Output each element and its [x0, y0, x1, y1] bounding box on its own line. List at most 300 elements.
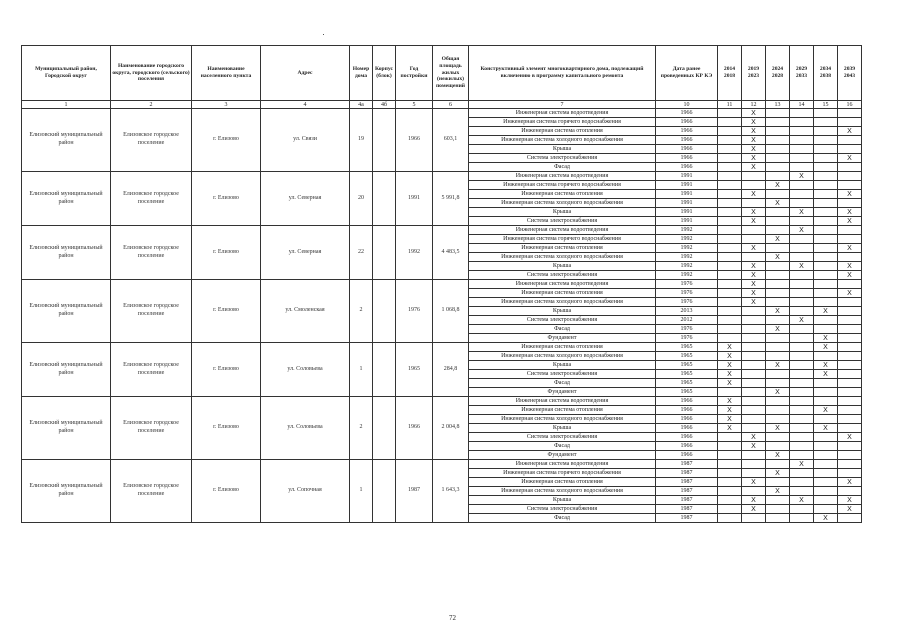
address-cell: ул. Связи — [261, 109, 350, 172]
period-mark-cell — [742, 388, 766, 397]
period-mark-cell — [790, 307, 814, 316]
period-mark-cell: X — [718, 415, 742, 424]
period-mark-cell — [790, 127, 814, 136]
period-mark-cell — [718, 514, 742, 523]
period-mark-cell: X — [790, 262, 814, 271]
period-mark-cell: X — [814, 370, 838, 379]
header-period-2039: 2039 2043 — [838, 46, 862, 101]
period-mark-cell — [718, 505, 742, 514]
header-address: Адрес — [261, 46, 350, 101]
period-mark-cell — [838, 298, 862, 307]
period-mark-cell — [790, 352, 814, 361]
period-mark-cell: X — [742, 145, 766, 154]
period-mark-cell — [838, 109, 862, 118]
period-mark-cell — [790, 145, 814, 154]
period-mark-cell: X — [838, 190, 862, 199]
column-number: 15 — [814, 101, 838, 109]
period-mark-cell — [814, 325, 838, 334]
header-korpus: Корпус (блок) — [373, 46, 396, 101]
header-period-2024: 2024 2028 — [766, 46, 790, 101]
prior-repair-date-cell: 1965 — [656, 370, 718, 379]
prior-repair-date-cell: 1966 — [656, 442, 718, 451]
prior-repair-date-cell: 1991 — [656, 172, 718, 181]
period-mark-cell — [742, 451, 766, 460]
period-mark-cell: X — [742, 496, 766, 505]
component-name-cell: Крыша — [469, 145, 656, 154]
period-mark-cell — [838, 253, 862, 262]
period-mark-cell — [742, 352, 766, 361]
period-mark-cell — [718, 307, 742, 316]
address-cell: ул. Соловьева — [261, 343, 350, 397]
component-name-cell: Инженерная система горячего водоснабжения — [469, 118, 656, 127]
period-mark-cell — [838, 145, 862, 154]
period-mark-cell — [814, 127, 838, 136]
period-mark-cell — [814, 190, 838, 199]
prior-repair-date-cell: 1965 — [656, 388, 718, 397]
period-mark-cell — [838, 334, 862, 343]
component-name-cell: Инженерная система водоотведения — [469, 109, 656, 118]
period-mark-cell — [742, 316, 766, 325]
period-mark-cell — [742, 172, 766, 181]
column-number: 16 — [838, 101, 862, 109]
period-mark-cell — [742, 379, 766, 388]
column-number: 12 — [742, 101, 766, 109]
period-mark-cell — [718, 433, 742, 442]
prior-repair-date-cell: 1991 — [656, 217, 718, 226]
prior-repair-date-cell: 1966 — [656, 145, 718, 154]
period-mark-cell — [838, 424, 862, 433]
period-mark-cell — [838, 370, 862, 379]
column-number: 4 — [261, 101, 350, 109]
header-component: Конструктивный элемент многоквартирного дома, подлежащий включению в программу капитального ремонта — [469, 46, 656, 101]
period-mark-cell — [790, 163, 814, 172]
prior-repair-date-cell: 1966 — [656, 109, 718, 118]
period-mark-cell — [790, 271, 814, 280]
period-mark-cell — [718, 262, 742, 271]
period-mark-cell — [814, 163, 838, 172]
period-mark-cell — [766, 289, 790, 298]
period-mark-cell — [838, 469, 862, 478]
period-mark-cell — [790, 379, 814, 388]
table-body — [22, 109, 862, 523]
period-mark-cell — [742, 307, 766, 316]
prior-repair-date-cell: 1992 — [656, 226, 718, 235]
period-mark-cell — [766, 505, 790, 514]
component-name-cell: Крыша — [469, 208, 656, 217]
period-mark-cell: X — [742, 262, 766, 271]
period-mark-cell — [718, 280, 742, 289]
period-mark-cell — [814, 397, 838, 406]
period-mark-cell — [838, 343, 862, 352]
address-cell: ул. Соловьева — [261, 397, 350, 460]
prior-repair-date-cell: 1976 — [656, 280, 718, 289]
period-mark-cell — [790, 244, 814, 253]
period-mark-cell: X — [814, 424, 838, 433]
component-name-cell: Инженерная система горячего водоснабжения — [469, 469, 656, 478]
column-number: 11 — [718, 101, 742, 109]
area-cell: 2 004,8 — [433, 397, 469, 460]
period-mark-cell: X — [790, 316, 814, 325]
period-mark-cell: X — [742, 244, 766, 253]
period-mark-cell — [718, 208, 742, 217]
period-mark-cell — [766, 478, 790, 487]
period-mark-cell — [790, 469, 814, 478]
period-mark-cell: X — [718, 406, 742, 415]
prior-repair-date-cell: 1966 — [656, 163, 718, 172]
build-year-cell: 1987 — [396, 460, 433, 523]
prior-repair-date-cell: 1966 — [656, 136, 718, 145]
prior-repair-date-cell: 1966 — [656, 127, 718, 136]
period-mark-cell: X — [718, 370, 742, 379]
period-mark-cell — [838, 379, 862, 388]
house-number-cell: 2 — [350, 280, 373, 343]
prior-repair-date-cell: 1987 — [656, 460, 718, 469]
period-mark-cell: X — [790, 226, 814, 235]
period-mark-cell — [790, 253, 814, 262]
period-mark-cell — [742, 514, 766, 523]
period-mark-cell — [838, 460, 862, 469]
locality-cell: г. Елизово — [192, 172, 261, 226]
period-mark-cell: X — [718, 361, 742, 370]
period-mark-cell — [814, 478, 838, 487]
period-mark-cell — [838, 415, 862, 424]
period-mark-cell — [790, 334, 814, 343]
locality-cell: г. Елизово — [192, 109, 261, 172]
page-number: 72 — [449, 614, 456, 622]
period-mark-cell: X — [766, 469, 790, 478]
component-name-cell: Инженерная система холодного водоснабжения — [469, 298, 656, 307]
period-mark-cell: X — [838, 244, 862, 253]
district-cell: Елизовский муниципальный район — [22, 460, 111, 523]
period-mark-cell — [790, 136, 814, 145]
period-mark-cell — [814, 118, 838, 127]
period-mark-cell — [814, 433, 838, 442]
prior-repair-date-cell: 1987 — [656, 478, 718, 487]
period-mark-cell — [838, 136, 862, 145]
period-mark-cell — [718, 118, 742, 127]
period-mark-cell — [742, 370, 766, 379]
settlement-cell: Елизовское городское поселение — [111, 397, 192, 460]
period-mark-cell — [790, 433, 814, 442]
period-mark-cell — [742, 397, 766, 406]
component-name-cell: Крыша — [469, 262, 656, 271]
period-mark-cell — [838, 361, 862, 370]
period-mark-cell — [742, 469, 766, 478]
period-mark-cell — [718, 478, 742, 487]
header-district: Муниципальный район, Городской округ — [22, 46, 111, 101]
period-mark-cell — [718, 442, 742, 451]
prior-repair-date-cell: 1991 — [656, 199, 718, 208]
korpus-cell — [373, 172, 396, 226]
period-mark-cell — [766, 271, 790, 280]
period-mark-cell — [790, 154, 814, 163]
period-mark-cell — [838, 172, 862, 181]
period-mark-cell: X — [742, 298, 766, 307]
period-mark-cell: X — [742, 190, 766, 199]
prior-repair-date-cell: 1992 — [656, 253, 718, 262]
component-name-cell: Инженерная система холодного водоснабжения — [469, 487, 656, 496]
period-mark-cell: X — [766, 451, 790, 460]
header-locality: Наименование населенного пункта — [192, 46, 261, 101]
period-mark-cell — [814, 316, 838, 325]
period-mark-cell — [814, 208, 838, 217]
period-mark-cell — [838, 307, 862, 316]
period-mark-cell: X — [766, 181, 790, 190]
period-mark-cell — [814, 262, 838, 271]
district-cell: Елизовский муниципальный район — [22, 172, 111, 226]
component-name-cell: Система электроснабжения — [469, 433, 656, 442]
period-mark-cell: X — [742, 163, 766, 172]
component-name-cell: Система электроснабжения — [469, 271, 656, 280]
period-mark-cell: X — [814, 307, 838, 316]
period-mark-cell: X — [814, 361, 838, 370]
house-number-cell: 1 — [350, 460, 373, 523]
column-number: 4а — [350, 101, 373, 109]
period-mark-cell — [718, 172, 742, 181]
period-mark-cell — [766, 109, 790, 118]
component-name-cell: Крыша — [469, 361, 656, 370]
korpus-cell — [373, 460, 396, 523]
period-mark-cell — [790, 289, 814, 298]
column-number: 2 — [111, 101, 192, 109]
component-name-cell: Инженерная система отопления — [469, 343, 656, 352]
period-mark-cell — [718, 496, 742, 505]
period-mark-cell — [814, 226, 838, 235]
period-mark-cell — [718, 298, 742, 307]
period-mark-cell — [718, 253, 742, 262]
period-mark-cell — [766, 406, 790, 415]
component-name-cell: Инженерная система отопления — [469, 190, 656, 199]
period-mark-cell — [766, 244, 790, 253]
area-cell: 5 991,8 — [433, 172, 469, 226]
period-mark-cell — [790, 478, 814, 487]
period-mark-cell: X — [838, 433, 862, 442]
period-mark-cell — [766, 262, 790, 271]
header-period-2034: 2034 2038 — [814, 46, 838, 101]
table-row — [22, 460, 862, 469]
component-name-cell: Инженерная система отопления — [469, 289, 656, 298]
period-mark-cell — [766, 217, 790, 226]
capital-repair-table — [21, 45, 862, 523]
header-period-2019: 2019 2023 — [742, 46, 766, 101]
prior-repair-date-cell: 1976 — [656, 289, 718, 298]
table-row — [22, 397, 862, 406]
period-mark-cell — [838, 235, 862, 244]
period-mark-cell — [766, 460, 790, 469]
house-number-cell: 20 — [350, 172, 373, 226]
period-mark-cell: X — [766, 307, 790, 316]
prior-repair-date-cell: 1987 — [656, 496, 718, 505]
component-name-cell: Инженерная система холодного водоснабжения — [469, 352, 656, 361]
prior-repair-date-cell: 1976 — [656, 298, 718, 307]
district-cell: Елизовский муниципальный район — [22, 280, 111, 343]
period-mark-cell — [838, 406, 862, 415]
period-mark-cell — [814, 109, 838, 118]
prior-repair-date-cell: 1966 — [656, 406, 718, 415]
prior-repair-date-cell: 1965 — [656, 352, 718, 361]
period-mark-cell — [814, 460, 838, 469]
period-mark-cell — [814, 136, 838, 145]
locality-cell: г. Елизово — [192, 397, 261, 460]
period-mark-cell — [790, 298, 814, 307]
column-number: 5 — [396, 101, 433, 109]
period-mark-cell — [742, 361, 766, 370]
prior-repair-date-cell: 1987 — [656, 505, 718, 514]
component-name-cell: Инженерная система холодного водоснабжения — [469, 415, 656, 424]
prior-repair-date-cell: 1966 — [656, 415, 718, 424]
period-mark-cell — [814, 217, 838, 226]
settlement-cell: Елизовское городское поселение — [111, 172, 192, 226]
period-mark-cell — [790, 388, 814, 397]
period-mark-cell — [766, 442, 790, 451]
table-header — [22, 46, 862, 109]
column-number: 3 — [192, 101, 261, 109]
prior-repair-date-cell: 1987 — [656, 487, 718, 496]
table-row — [22, 109, 862, 118]
period-mark-cell: X — [742, 154, 766, 163]
component-name-cell: Инженерная система водоотведения — [469, 460, 656, 469]
period-mark-cell — [814, 388, 838, 397]
period-mark-cell — [742, 415, 766, 424]
column-number: 14 — [790, 101, 814, 109]
period-mark-cell — [742, 181, 766, 190]
period-mark-cell — [838, 163, 862, 172]
component-name-cell: Фасад — [469, 325, 656, 334]
prior-repair-date-cell: 1992 — [656, 244, 718, 253]
period-mark-cell — [766, 208, 790, 217]
period-mark-cell — [814, 496, 838, 505]
period-mark-cell — [718, 244, 742, 253]
period-mark-cell — [838, 316, 862, 325]
period-mark-cell — [814, 235, 838, 244]
period-mark-cell — [766, 280, 790, 289]
component-name-cell: Инженерная система холодного водоснабжения — [469, 253, 656, 262]
prior-repair-date-cell: 1992 — [656, 262, 718, 271]
period-mark-cell — [742, 487, 766, 496]
prior-repair-date-cell: 1991 — [656, 208, 718, 217]
period-mark-cell: X — [790, 208, 814, 217]
period-mark-cell — [814, 145, 838, 154]
build-year-cell: 1992 — [396, 226, 433, 280]
prior-repair-date-cell: 1966 — [656, 397, 718, 406]
period-mark-cell: X — [766, 253, 790, 262]
prior-repair-date-cell: 1992 — [656, 235, 718, 244]
period-mark-cell — [838, 226, 862, 235]
period-mark-cell — [814, 352, 838, 361]
period-mark-cell — [838, 280, 862, 289]
period-mark-cell — [766, 118, 790, 127]
build-year-cell: 1976 — [396, 280, 433, 343]
period-mark-cell — [718, 334, 742, 343]
build-year-cell: 1966 — [396, 397, 433, 460]
period-mark-cell — [766, 226, 790, 235]
settlement-cell: Елизовское городское поселение — [111, 226, 192, 280]
component-name-cell: Инженерная система горячего водоснабжения — [469, 181, 656, 190]
period-mark-cell — [718, 226, 742, 235]
period-mark-cell — [718, 460, 742, 469]
period-mark-cell — [838, 181, 862, 190]
build-year-cell: 1991 — [396, 172, 433, 226]
period-mark-cell: X — [838, 208, 862, 217]
period-mark-cell — [742, 424, 766, 433]
period-mark-cell — [766, 316, 790, 325]
component-name-cell: Инженерная система водоотведения — [469, 226, 656, 235]
period-mark-cell — [814, 469, 838, 478]
address-cell: ул. Смоленская — [261, 280, 350, 343]
period-mark-cell: X — [742, 271, 766, 280]
period-mark-cell — [718, 136, 742, 145]
period-mark-cell — [814, 298, 838, 307]
period-mark-cell: X — [838, 271, 862, 280]
period-mark-cell: X — [742, 505, 766, 514]
period-mark-cell: X — [742, 208, 766, 217]
period-mark-cell — [766, 352, 790, 361]
build-year-cell: 1966 — [396, 109, 433, 172]
period-mark-cell — [814, 505, 838, 514]
period-mark-cell: X — [814, 343, 838, 352]
period-mark-cell — [766, 415, 790, 424]
district-cell: Елизовский муниципальный район — [22, 397, 111, 460]
period-mark-cell: X — [838, 505, 862, 514]
korpus-cell — [373, 109, 396, 172]
prior-repair-date-cell: 1965 — [656, 343, 718, 352]
period-mark-cell — [766, 163, 790, 172]
period-mark-cell — [790, 190, 814, 199]
component-name-cell: Инженерная система горячего водоснабжения — [469, 235, 656, 244]
period-mark-cell: X — [718, 343, 742, 352]
period-mark-cell: X — [742, 109, 766, 118]
settlement-cell: Елизовское городское поселение — [111, 343, 192, 397]
period-mark-cell — [766, 136, 790, 145]
period-mark-cell — [814, 181, 838, 190]
period-mark-cell — [838, 199, 862, 208]
prior-repair-date-cell: 2013 — [656, 307, 718, 316]
period-mark-cell — [718, 469, 742, 478]
component-name-cell: Крыша — [469, 496, 656, 505]
house-number-cell: 19 — [350, 109, 373, 172]
period-mark-cell — [718, 145, 742, 154]
table-row — [22, 172, 862, 181]
period-mark-cell — [790, 280, 814, 289]
period-mark-cell — [742, 235, 766, 244]
period-mark-cell — [718, 127, 742, 136]
column-number: 4б — [373, 101, 396, 109]
period-mark-cell — [742, 325, 766, 334]
period-mark-cell — [814, 172, 838, 181]
period-mark-cell: X — [718, 379, 742, 388]
area-cell: 284,8 — [433, 343, 469, 397]
component-name-cell: Фундамент — [469, 388, 656, 397]
period-mark-cell: X — [766, 361, 790, 370]
period-mark-cell — [814, 289, 838, 298]
period-mark-cell — [766, 370, 790, 379]
header-period-2014: 2014 2018 — [718, 46, 742, 101]
period-mark-cell — [718, 289, 742, 298]
period-mark-cell: X — [838, 262, 862, 271]
period-mark-cell: X — [766, 325, 790, 334]
period-mark-cell — [718, 199, 742, 208]
period-mark-cell: X — [790, 460, 814, 469]
period-mark-cell — [718, 325, 742, 334]
period-mark-cell — [814, 199, 838, 208]
period-mark-cell — [790, 442, 814, 451]
period-mark-cell — [814, 244, 838, 253]
period-mark-cell — [718, 190, 742, 199]
period-mark-cell — [838, 325, 862, 334]
table-row — [22, 343, 862, 352]
address-cell: ул. Северная — [261, 172, 350, 226]
column-number: 10 — [656, 101, 718, 109]
